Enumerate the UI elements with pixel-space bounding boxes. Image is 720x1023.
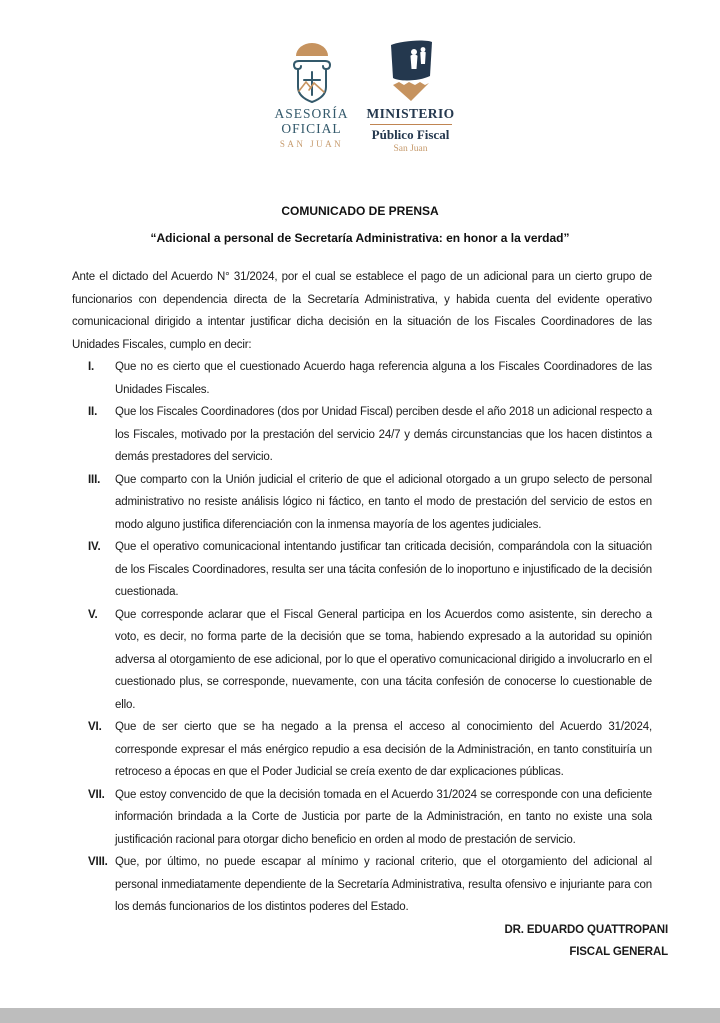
item-text: Que el operativo comunicacional intentando justificar tan criticada decisión, comparándola con la situación de los Fiscales Coordinadores, resulta ser una tácita confesión de lo inoportuno e injustificado de la decisión cuestionada.: [115, 541, 652, 598]
asesoria-shield-icon: [268, 38, 356, 106]
signature-name: DR. EDUARDO QUATTROPANI: [504, 923, 668, 936]
item-numeral: VIII.: [88, 856, 108, 868]
header-logos: [0, 38, 720, 156]
ministerio-publico-fiscal-logo: [367, 38, 455, 156]
list-item: [72, 401, 652, 469]
ministerio-shield-icon: [368, 38, 454, 104]
item-numeral: VII.: [88, 788, 105, 801]
item-text: Que de ser cierto que se ha negado a la prensa el acceso al conocimiento del Acuerdo 31/2024, corresponde expresar el más enérgico repudio a esa decisión de la Administración, en tanto constituiría un retroceso a épocas en que el Poder Judicial se creía exento de dar explicaciones públicas.: [115, 721, 652, 778]
list-item: [72, 356, 652, 401]
ministerio-logo-line2: Público Fiscal: [371, 127, 450, 142]
ministerio-logo-divider: [370, 124, 452, 125]
item-text: Que corresponde aclarar que el Fiscal General participa en los Acuerdos como asistente, sin derecho a voto, es decir, no forma parte de la decisión que se toma, habiendo expresado a la autoridad su opinión adversa al otorgamiento de ese adicional, por lo que el operativo comunicacional dirigido a involucrarlo en el cuestionado plus, se corresponde, nuevamente, con una tácita confesión de conocerse lo cuestionable de ello.: [115, 608, 652, 711]
document-body: [72, 266, 668, 964]
asesoria-logo-line3: SAN JUAN: [279, 139, 344, 149]
item-numeral: III.: [88, 473, 101, 486]
intro-paragraph: Ante el dictado del Acuerdo N° 31/2024, por el cual se establece el pago de un adicional para un cierto grupo de funcionarios con dependencia directa de la Secretaría Administrativa, y habida cuenta del evidente operativo comunicacional dirigido a intentar justificar dicha decisión en la situación de los Fiscales Coordinadores de las Unidades Fiscales, cumplo en decir:: [72, 271, 652, 351]
item-text: Que estoy convencido de que la decisión tomada en el Acuerdo 31/2024 se corresponde con una deficiente información brindada a la Corte de Justicia por parte de la Administración, en tanto no existe una sola justificación racional para otorgar dicho beneficio en orden al modo de prestación de servicio.: [115, 788, 652, 846]
item-numeral: IV.: [88, 541, 101, 553]
signature-role: FISCAL GENERAL: [569, 946, 668, 958]
ministerio-logo-line3: San Juan: [393, 144, 428, 154]
item-numeral: II.: [88, 406, 98, 418]
asesoria-logo-line1: ASESORÍA: [274, 106, 349, 121]
item-text: Que, por último, no puede escapar al mínimo y racional criterio, que el otorgamiento del adicional al personal inmediatamente dependiente de la Secretaría Administrativa, resulta ofensivo e injuriante para con los demás funcionarios de los distintos poderes del Estado.: [115, 856, 652, 913]
item-text: Que no es cierto que el cuestionado Acuerdo haga referencia alguna a los Fiscales Coordinadores de las Unidades Fiscales.: [115, 361, 652, 396]
item-numeral: V.: [88, 608, 98, 621]
item-text: Que comparto con la Unión judicial el criterio de que el adicional otorgado a un grupo selecto de personal administrativo no resiste análisis lógico ni fáctico, en tanto el modo de prestación del servicio de estos en modo alguno justifica diferenciación con la inmensa mayoría de los agentes judiciales.: [115, 473, 652, 531]
signature-block: [72, 919, 668, 964]
asesoria-oficial-logo: [266, 38, 358, 151]
list-item: [72, 716, 652, 784]
item-numeral: VI.: [88, 721, 102, 733]
ministerio-logo-line1: MINISTERIO: [366, 106, 455, 121]
list-item: [72, 536, 652, 604]
document-subtitle: “Adicional a personal de Secretaría Administrativa: en honor a la verdad”: [150, 231, 570, 245]
bottom-gray-bar: [0, 1008, 720, 1023]
item-numeral: I.: [88, 361, 95, 373]
item-text: Que los Fiscales Coordinadores (dos por Unidad Fiscal) perciben desde el año 2018 un adicional respecto a los Fiscales, motivado por la prestación del servicio 24/7 y demás circunstancias que los hacen distintos a demás prestadores del servicio.: [115, 406, 652, 463]
list-item: [72, 851, 652, 919]
document-title: COMUNICADO DE PRENSA: [281, 204, 439, 218]
list-item: [72, 784, 652, 852]
list-item: [72, 604, 652, 717]
numbered-list: [72, 356, 652, 919]
asesoria-logo-line2: OFICIAL: [281, 121, 342, 136]
list-item: [72, 469, 652, 537]
